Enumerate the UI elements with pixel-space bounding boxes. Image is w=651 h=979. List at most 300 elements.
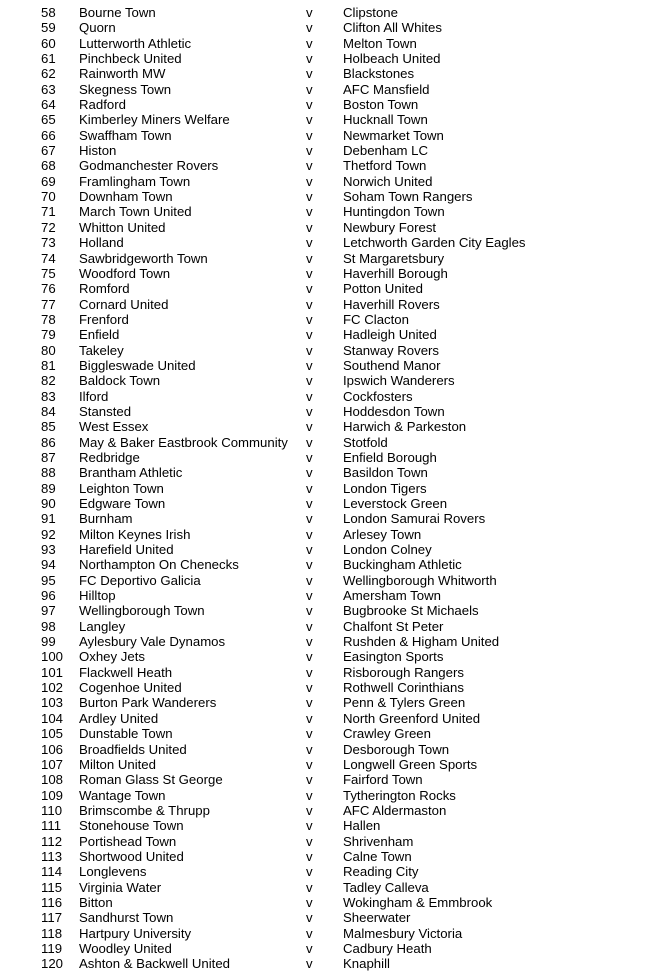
fixture-row <box>0 51 651 66</box>
home-team: Pinchbeck United <box>79 51 182 67</box>
away-team: Ipswich Wanderers <box>343 373 455 389</box>
away-team: Wokingham & Emmbrook <box>343 894 493 910</box>
home-team: West Essex <box>79 419 149 435</box>
away-team: Buckingham Athletic <box>343 557 462 573</box>
versus-label: v <box>306 311 313 327</box>
fixture-row <box>0 312 651 327</box>
fixture-row <box>0 956 651 971</box>
fixture-row <box>0 297 651 312</box>
fixture-row <box>0 557 651 572</box>
fixture-row <box>0 665 651 680</box>
home-team: Lutterworth Athletic <box>79 35 192 51</box>
home-team: Langley <box>79 618 126 634</box>
fixture-number: 70 <box>41 189 56 205</box>
fixture-number: 102 <box>41 680 64 696</box>
versus-label: v <box>306 35 313 51</box>
fixture-number: 69 <box>41 173 56 189</box>
home-team: Broadfields United <box>79 741 187 757</box>
fixture-row <box>0 20 651 35</box>
versus-label: v <box>306 818 313 834</box>
fixture-row <box>0 910 651 925</box>
fixture-number: 103 <box>41 695 64 711</box>
away-team: Crawley Green <box>343 726 431 742</box>
fixture-row <box>0 864 651 879</box>
home-team: Roman Glass St George <box>79 772 223 788</box>
home-team: Portishead Town <box>79 833 177 849</box>
away-team: Penn & Tylers Green <box>343 695 466 711</box>
away-team: Letchworth Garden City Eagles <box>343 235 526 251</box>
away-team: Hadleigh United <box>343 327 437 343</box>
home-team: Burnham <box>79 511 133 527</box>
versus-label: v <box>306 787 313 803</box>
home-team: Leighton Town <box>79 480 164 496</box>
fixture-number: 88 <box>41 465 56 481</box>
home-team: FC Deportivo Galicia <box>79 572 201 588</box>
fixture-number: 63 <box>41 81 56 97</box>
versus-label: v <box>306 112 313 128</box>
fixture-row <box>0 573 651 588</box>
away-team: Stotfold <box>343 434 388 450</box>
home-team: March Town United <box>79 204 192 220</box>
fixture-number: 79 <box>41 327 56 343</box>
fixture-row <box>0 450 651 465</box>
away-team: Rushden & Higham United <box>343 634 500 650</box>
home-team: Cornard United <box>79 296 169 312</box>
fixture-number: 114 <box>41 864 63 880</box>
fixture-number: 67 <box>41 143 56 159</box>
home-team: May & Baker Eastbrook Community <box>79 434 288 450</box>
versus-label: v <box>306 97 313 113</box>
away-team: Haverhill Borough <box>343 265 448 281</box>
fixture-row <box>0 266 651 281</box>
fixture-number: 110 <box>41 802 63 818</box>
home-team: Brimscombe & Thrupp <box>79 802 210 818</box>
fixture-row <box>0 527 651 542</box>
fixture-number: 117 <box>41 910 63 926</box>
fixture-number: 84 <box>41 403 56 419</box>
away-team: Thetford Town <box>343 158 427 174</box>
fixture-number: 112 <box>41 833 63 849</box>
away-team: Basildon Town <box>343 465 428 481</box>
versus-label: v <box>306 250 313 266</box>
away-team: Blackstones <box>343 66 415 82</box>
fixture-row <box>0 465 651 480</box>
versus-label: v <box>306 449 313 465</box>
away-team: Amersham Town <box>343 588 441 604</box>
fixture-row <box>0 143 651 158</box>
fixture-number: 109 <box>41 787 64 803</box>
versus-label: v <box>306 388 313 404</box>
versus-label: v <box>306 572 313 588</box>
versus-label: v <box>306 588 313 604</box>
home-team: Oxhey Jets <box>79 649 145 665</box>
fixture-number: 106 <box>41 741 64 757</box>
fixture-row <box>0 849 651 864</box>
home-team: Northampton On Chenecks <box>79 557 239 573</box>
home-team: Radford <box>79 97 126 113</box>
fixture-number: 98 <box>41 618 56 634</box>
fixture-row <box>0 419 651 434</box>
away-team: Sheerwater <box>343 910 411 926</box>
versus-label: v <box>306 327 313 343</box>
home-team: Quorn <box>79 20 116 36</box>
fixture-number: 94 <box>41 557 56 573</box>
fixture-number: 86 <box>41 434 56 450</box>
versus-label: v <box>306 419 313 435</box>
fixture-number: 85 <box>41 419 56 435</box>
fixture-row <box>0 343 651 358</box>
fixture-number: 92 <box>41 526 56 542</box>
versus-label: v <box>306 879 313 895</box>
fixture-row <box>0 327 651 342</box>
versus-label: v <box>306 848 313 864</box>
fixture-row <box>0 496 651 511</box>
home-team: Bourne Town <box>79 5 156 20</box>
away-team: North Greenford United <box>343 710 481 726</box>
versus-label: v <box>306 20 313 36</box>
fixture-row <box>0 695 651 710</box>
fixture-number: 97 <box>41 603 56 619</box>
home-team: Sawbridgeworth Town <box>79 250 208 266</box>
fixture-number: 100 <box>41 649 64 665</box>
home-team: Sandhurst Town <box>79 910 174 926</box>
fixture-row <box>0 711 651 726</box>
home-team: Woodford Town <box>79 265 171 281</box>
fixture-number: 64 <box>41 97 56 113</box>
away-team: AFC Aldermaston <box>343 802 447 818</box>
versus-label: v <box>306 189 313 205</box>
fixture-row <box>0 788 651 803</box>
fixture-number: 120 <box>41 956 64 972</box>
away-team: Longwell Green Sports <box>343 756 478 772</box>
versus-label: v <box>306 81 313 97</box>
home-team: Ashton & Backwell United <box>79 956 230 972</box>
home-team: Whitton United <box>79 219 166 235</box>
fixture-number: 89 <box>41 480 56 496</box>
versus-label: v <box>306 925 313 941</box>
home-team: Edgware Town <box>79 496 166 511</box>
home-team: Ardley United <box>79 710 159 726</box>
away-team: Risborough Rangers <box>343 664 464 680</box>
away-team: Tadley Calleva <box>343 879 429 895</box>
fixture-row <box>0 128 651 143</box>
home-team: Burton Park Wanderers <box>79 695 217 711</box>
fixture-number: 75 <box>41 265 56 281</box>
fixture-list <box>0 5 651 972</box>
home-team: Enfield <box>79 327 120 343</box>
versus-label: v <box>306 281 313 297</box>
versus-label: v <box>306 542 313 558</box>
fixture-number: 104 <box>41 710 64 726</box>
fixture-number: 108 <box>41 772 64 788</box>
home-team: Ilford <box>79 388 109 404</box>
versus-label: v <box>306 403 313 419</box>
fixture-row <box>0 5 651 20</box>
fixture-row <box>0 926 651 941</box>
fixture-number: 83 <box>41 388 56 404</box>
away-team: FC Clacton <box>343 311 409 327</box>
versus-label: v <box>306 66 313 82</box>
fixture-number: 107 <box>41 756 64 772</box>
fixture-row <box>0 389 651 404</box>
away-team: Hoddesdon Town <box>343 403 445 419</box>
fixture-row <box>0 742 651 757</box>
away-team: Huntingdon Town <box>343 204 445 220</box>
away-team: Knaphill <box>343 956 390 972</box>
fixture-number: 81 <box>41 357 56 373</box>
away-team: Arlesey Town <box>343 526 422 542</box>
fixture-number: 78 <box>41 311 56 327</box>
versus-label: v <box>306 526 313 542</box>
home-team: Framlingham Town <box>79 173 191 189</box>
versus-label: v <box>306 357 313 373</box>
home-team: Stansted <box>79 403 132 419</box>
fixture-row <box>0 649 651 664</box>
versus-label: v <box>306 910 313 926</box>
fixture-number: 62 <box>41 66 56 82</box>
away-team: Cadbury Heath <box>343 940 432 956</box>
home-team: Stonehouse Town <box>79 818 184 834</box>
versus-label: v <box>306 833 313 849</box>
away-team: Stanway Rovers <box>343 342 440 358</box>
away-team: Desborough Town <box>343 741 450 757</box>
home-team: Flackwell Heath <box>79 664 173 680</box>
versus-label: v <box>306 143 313 159</box>
fixture-number: 93 <box>41 542 56 558</box>
versus-label: v <box>306 864 313 880</box>
away-team: Hallen <box>343 818 381 834</box>
versus-label: v <box>306 772 313 788</box>
fixture-row <box>0 895 651 910</box>
home-team: Hilltop <box>79 588 116 604</box>
versus-label: v <box>306 802 313 818</box>
fixture-row <box>0 281 651 296</box>
versus-label: v <box>306 219 313 235</box>
fixture-row <box>0 158 651 173</box>
fixture-row <box>0 189 651 204</box>
fixture-row <box>0 373 651 388</box>
home-team: Longlevens <box>79 864 147 880</box>
versus-label: v <box>306 511 313 527</box>
versus-label: v <box>306 756 313 772</box>
fixture-number: 113 <box>41 848 63 864</box>
versus-label: v <box>306 940 313 956</box>
away-team: Clifton All Whites <box>343 20 442 36</box>
home-team: Milton Keynes Irish <box>79 526 191 542</box>
versus-label: v <box>306 296 313 312</box>
fixture-number: 60 <box>41 35 56 51</box>
away-team: Haverhill Rovers <box>343 296 440 312</box>
fixture-row <box>0 941 651 956</box>
versus-label: v <box>306 680 313 696</box>
away-team: Bugbrooke St Michaels <box>343 603 479 619</box>
fixture-row <box>0 511 651 526</box>
versus-label: v <box>306 956 313 972</box>
fixture-number: 58 <box>41 5 56 20</box>
fixture-number: 72 <box>41 219 56 235</box>
home-team: Wantage Town <box>79 787 166 803</box>
fixture-row <box>0 204 651 219</box>
versus-label: v <box>306 695 313 711</box>
away-team: AFC Mansfield <box>343 81 430 97</box>
fixture-row <box>0 174 651 189</box>
fixture-number: 74 <box>41 250 56 266</box>
fixture-number: 116 <box>41 894 63 910</box>
fixture-number: 76 <box>41 281 56 297</box>
versus-label: v <box>306 649 313 665</box>
home-team: Bitton <box>79 894 113 910</box>
away-team: Holbeach United <box>343 51 441 67</box>
versus-label: v <box>306 127 313 143</box>
fixture-number: 61 <box>41 51 56 67</box>
home-team: Cogenhoe United <box>79 680 182 696</box>
home-team: Biggleswade United <box>79 357 196 373</box>
fixture-row <box>0 603 651 618</box>
versus-label: v <box>306 434 313 450</box>
versus-label: v <box>306 158 313 174</box>
fixture-row <box>0 726 651 741</box>
home-team: Baldock Town <box>79 373 161 389</box>
versus-label: v <box>306 480 313 496</box>
versus-label: v <box>306 741 313 757</box>
away-team: Rothwell Corinthians <box>343 680 464 696</box>
home-team: Virginia Water <box>79 879 162 895</box>
away-team: Malmesbury Victoria <box>343 925 463 941</box>
away-team: Southend Manor <box>343 357 441 373</box>
home-team: Romford <box>79 281 130 297</box>
away-team: Boston Town <box>343 97 419 113</box>
home-team: Godmanchester Rovers <box>79 158 219 174</box>
fixture-number: 95 <box>41 572 56 588</box>
home-team: Swaffham Town <box>79 127 172 143</box>
versus-label: v <box>306 51 313 67</box>
fixture-number: 99 <box>41 634 56 650</box>
away-team: Easington Sports <box>343 649 444 665</box>
fixture-number: 96 <box>41 588 56 604</box>
versus-label: v <box>306 710 313 726</box>
away-team: Fairford Town <box>343 772 423 788</box>
away-team: London Samurai Rovers <box>343 511 486 527</box>
fixture-number: 90 <box>41 496 56 511</box>
versus-label: v <box>306 204 313 220</box>
fixture-row <box>0 235 651 250</box>
away-team: Hucknall Town <box>343 112 428 128</box>
fixture-row <box>0 619 651 634</box>
versus-label: v <box>306 342 313 358</box>
versus-label: v <box>306 603 313 619</box>
away-team: Chalfont St Peter <box>343 618 444 634</box>
versus-label: v <box>306 465 313 481</box>
away-team: Enfield Borough <box>343 449 437 465</box>
versus-label: v <box>306 726 313 742</box>
fixture-number: 111 <box>41 818 62 834</box>
home-team: Brantham Athletic <box>79 465 183 481</box>
fixture-number: 80 <box>41 342 56 358</box>
fixture-row <box>0 772 651 787</box>
fixture-row <box>0 588 651 603</box>
home-team: Histon <box>79 143 117 159</box>
versus-label: v <box>306 373 313 389</box>
fixture-row <box>0 542 651 557</box>
away-team: Shrivenham <box>343 833 414 849</box>
fixture-row <box>0 680 651 695</box>
fixture-number: 66 <box>41 127 56 143</box>
home-team: Shortwood United <box>79 848 184 864</box>
away-team: Potton United <box>343 281 423 297</box>
fixture-number: 59 <box>41 20 56 36</box>
versus-label: v <box>306 557 313 573</box>
fixture-row <box>0 818 651 833</box>
away-team: London Tigers <box>343 480 427 496</box>
fixture-number: 68 <box>41 158 56 174</box>
fixture-number: 82 <box>41 373 56 389</box>
away-team: St Margaretsbury <box>343 250 445 266</box>
away-team: Harwich & Parkeston <box>343 419 467 435</box>
fixture-number: 87 <box>41 449 56 465</box>
versus-label: v <box>306 894 313 910</box>
home-team: Harefield United <box>79 542 174 558</box>
fixture-row <box>0 803 651 818</box>
versus-label: v <box>306 265 313 281</box>
versus-label: v <box>306 634 313 650</box>
fixture-number: 119 <box>41 940 63 956</box>
fixture-number: 91 <box>41 511 56 527</box>
away-team: Tytherington Rocks <box>343 787 456 803</box>
home-team: Skegness Town <box>79 81 172 97</box>
fixture-number: 101 <box>41 664 64 680</box>
home-team: Milton United <box>79 756 156 772</box>
home-team: Downham Town <box>79 189 173 205</box>
away-team: Calne Town <box>343 848 412 864</box>
fixture-row <box>0 66 651 81</box>
away-team: Cockfosters <box>343 388 413 404</box>
away-team: Soham Town Rangers <box>343 189 473 205</box>
home-team: Kimberley Miners Welfare <box>79 112 230 128</box>
fixture-number: 115 <box>41 879 63 895</box>
versus-label: v <box>306 496 313 511</box>
home-team: Wellingborough Town <box>79 603 205 619</box>
versus-label: v <box>306 5 313 20</box>
versus-label: v <box>306 235 313 251</box>
home-team: Aylesbury Vale Dynamos <box>79 634 226 650</box>
fixture-number: 77 <box>41 296 56 312</box>
away-team: Newmarket Town <box>343 127 444 143</box>
fixture-row <box>0 834 651 849</box>
fixture-row <box>0 358 651 373</box>
home-team: Rainworth MW <box>79 66 166 82</box>
home-team: Frenford <box>79 311 129 327</box>
fixture-row <box>0 251 651 266</box>
away-team: Norwich United <box>343 173 433 189</box>
fixture-row <box>0 112 651 127</box>
away-team: Melton Town <box>343 35 417 51</box>
away-team: Leverstock Green <box>343 496 448 511</box>
fixture-number: 105 <box>41 726 64 742</box>
home-team: Redbridge <box>79 449 140 465</box>
fixture-number: 65 <box>41 112 56 128</box>
fixture-row <box>0 634 651 649</box>
away-team: London Colney <box>343 542 432 558</box>
away-team: Newbury Forest <box>343 219 437 235</box>
away-team: Debenham LC <box>343 143 429 159</box>
home-team: Dunstable Town <box>79 726 173 742</box>
fixture-row <box>0 82 651 97</box>
versus-label: v <box>306 173 313 189</box>
fixture-row <box>0 36 651 51</box>
away-team: Reading City <box>343 864 419 880</box>
home-team: Woodley United <box>79 940 172 956</box>
fixture-number: 71 <box>41 204 56 220</box>
